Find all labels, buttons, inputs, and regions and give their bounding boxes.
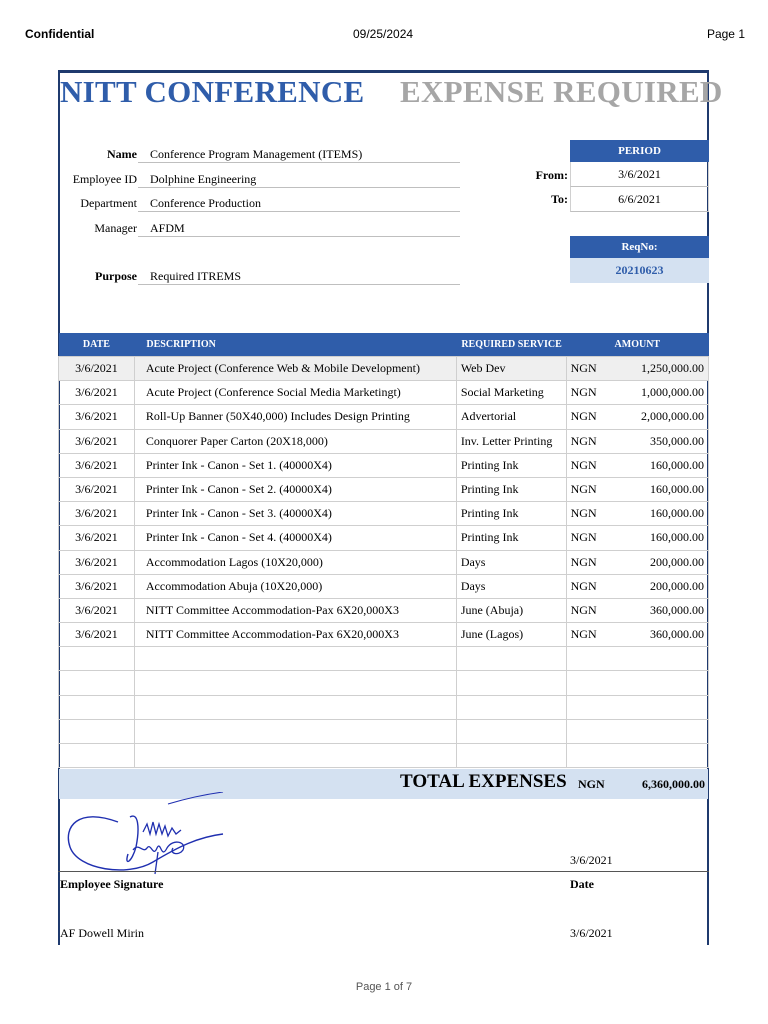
total-amount: 6,360,000.00 [642,777,705,791]
row-service: June (Abuja) [456,598,566,622]
row-currency: NGN [566,598,622,622]
total-currency: NGN [578,777,605,791]
row-amount: 160,000.00 [622,453,709,477]
empty-cell [134,695,456,719]
department-value: Conference Production [150,196,261,210]
row-service: Printing Ink [456,477,566,501]
manager-underline [138,236,460,237]
row-date: 3/6/2021 [59,453,135,477]
row-date: 3/6/2021 [59,598,135,622]
title-expense-required: EXPENSE REQUIRED [400,74,723,109]
expense-table [58,333,709,768]
row-date: 3/6/2021 [59,429,135,453]
approver-date: 3/6/2021 [570,926,613,940]
table-row [59,453,709,477]
row-description: Accommodation Lagos (10X20,000) [134,550,456,574]
purpose-label: Purpose [95,269,137,283]
empty-cell [456,695,566,719]
table-row-empty [59,744,709,768]
empty-cell [59,647,135,671]
signature-line [58,871,709,872]
table-row-empty [59,671,709,695]
page-footer: Page 1 of 7 [355,981,413,993]
table-row [59,623,709,647]
row-date: 3/6/2021 [59,574,135,598]
empty-cell [566,671,708,695]
row-amount: 1,000,000.00 [622,381,709,405]
row-amount: 1,250,000.00 [622,357,709,381]
approver-name: AF Dowell Mirin [60,926,144,940]
table-row [59,526,709,550]
title-conference: NITT CONFERENCE [60,74,365,109]
row-service: Advertorial [456,405,566,429]
row-amount: 160,000.00 [622,526,709,550]
row-date: 3/6/2021 [59,357,135,381]
row-date: 3/6/2021 [59,381,135,405]
row-description: Printer Ink - Canon - Set 4. (40000X4) [134,526,456,550]
row-amount: 160,000.00 [622,477,709,501]
row-date: 3/6/2021 [59,477,135,501]
empty-cell [566,695,708,719]
period-header: PERIOD [570,140,709,162]
row-currency: NGN [566,550,622,574]
employee-id-underline [138,187,460,188]
empty-cell [59,671,135,695]
empty-cell [566,744,708,768]
name-label: Name [107,147,137,161]
col-amount-header: AMOUNT [566,333,708,357]
row-service: June (Lagos) [456,623,566,647]
row-description: Printer Ink - Canon - Set 3. (40000X4) [134,502,456,526]
row-amount: 200,000.00 [622,574,709,598]
table-row-empty [59,695,709,719]
header-date: 09/25/2024 [353,27,414,41]
reqno-header: ReqNo: [570,236,709,258]
period-from-label: From: [535,168,568,182]
manager-label: Manager [94,221,137,235]
row-amount: 160,000.00 [622,502,709,526]
row-amount: 360,000.00 [622,623,709,647]
employee-id-label: Employee ID [72,172,137,186]
empty-cell [134,671,456,695]
row-currency: NGN [566,502,622,526]
row-currency: NGN [566,477,622,501]
table-row [59,502,709,526]
empty-cell [134,647,456,671]
col-date-header: DATE [59,333,135,357]
row-currency: NGN [566,405,622,429]
table-row [59,381,709,405]
empty-cell [456,744,566,768]
header-page: Page 1 [706,27,745,41]
row-service: Web Dev [456,357,566,381]
department-label: Department [80,196,137,210]
header-confidential: Confidential [25,27,95,41]
table-row [59,598,709,622]
row-date: 3/6/2021 [59,623,135,647]
empty-cell [566,719,708,743]
empty-cell [134,719,456,743]
row-amount: 350,000.00 [622,429,709,453]
row-description: Conquorer Paper Carton (20X18,000) [134,429,456,453]
empty-cell [134,744,456,768]
empty-cell [456,647,566,671]
signature-date-value: 3/6/2021 [570,853,613,867]
row-date: 3/6/2021 [59,550,135,574]
row-currency: NGN [566,526,622,550]
table-row [59,550,709,574]
col-service-header: REQUIRED SERVICE [456,333,566,357]
purpose-underline [138,284,460,285]
name-underline [138,162,460,163]
row-service: Inv. Letter Printing [456,429,566,453]
row-description: NITT Committee Accommodation-Pax 6X20,000X3 [134,623,456,647]
reqno-box [570,236,709,283]
row-description: Printer Ink - Canon - Set 1. (40000X4) [134,453,456,477]
row-currency: NGN [566,453,622,477]
row-description: NITT Committee Accommodation-Pax 6X20,000X3 [134,598,456,622]
row-amount: 200,000.00 [622,550,709,574]
row-description: Accommodation Abuja (10X20,000) [134,574,456,598]
manager-value: AFDM [150,221,185,235]
row-service: Social Marketing [456,381,566,405]
empty-cell [456,671,566,695]
table-row [59,574,709,598]
period-to-label: To: [551,192,568,206]
row-description: Acute Project (Conference Web & Mobile Development) [134,357,456,381]
row-service: Days [456,550,566,574]
row-date: 3/6/2021 [59,502,135,526]
reqno-value: 20210623 [570,258,709,283]
table-row [59,357,709,381]
department-underline [138,211,460,212]
expense-table-body [59,357,709,768]
empty-cell [59,695,135,719]
purpose-value: Required ITREMS [150,269,241,283]
table-row-empty [59,647,709,671]
employee-signature-label: Employee Signature [60,877,164,891]
table-row [59,429,709,453]
row-currency: NGN [566,574,622,598]
row-amount: 360,000.00 [622,598,709,622]
row-description: Acute Project (Conference Social Media Marketingt) [134,381,456,405]
empty-cell [59,719,135,743]
empty-cell [456,719,566,743]
employee-id-value: Dolphine Engineering [150,172,257,186]
row-currency: NGN [566,381,622,405]
row-service: Printing Ink [456,453,566,477]
table-header-row [59,333,709,357]
row-service: Printing Ink [456,526,566,550]
table-row [59,477,709,501]
row-service: Days [456,574,566,598]
date-label: Date [570,877,594,891]
row-date: 3/6/2021 [59,526,135,550]
empty-cell [566,647,708,671]
row-date: 3/6/2021 [59,405,135,429]
row-currency: NGN [566,623,622,647]
table-row-empty [59,719,709,743]
period-to-value: 6/6/2021 [570,187,709,212]
total-label: TOTAL EXPENSES [400,771,567,792]
row-amount: 2,000,000.00 [622,405,709,429]
empty-cell [59,744,135,768]
period-box [570,140,709,212]
name-value: Conference Program Management (ITEMS) [150,147,363,161]
row-description: Roll-Up Banner (50X40,000) Includes Design Printing [134,405,456,429]
row-currency: NGN [566,429,622,453]
table-row [59,405,709,429]
col-description-header: DESCRIPTION [134,333,456,357]
row-currency: NGN [566,357,622,381]
period-from-value: 3/6/2021 [570,162,709,187]
row-service: Printing Ink [456,502,566,526]
row-description: Printer Ink - Canon - Set 2. (40000X4) [134,477,456,501]
